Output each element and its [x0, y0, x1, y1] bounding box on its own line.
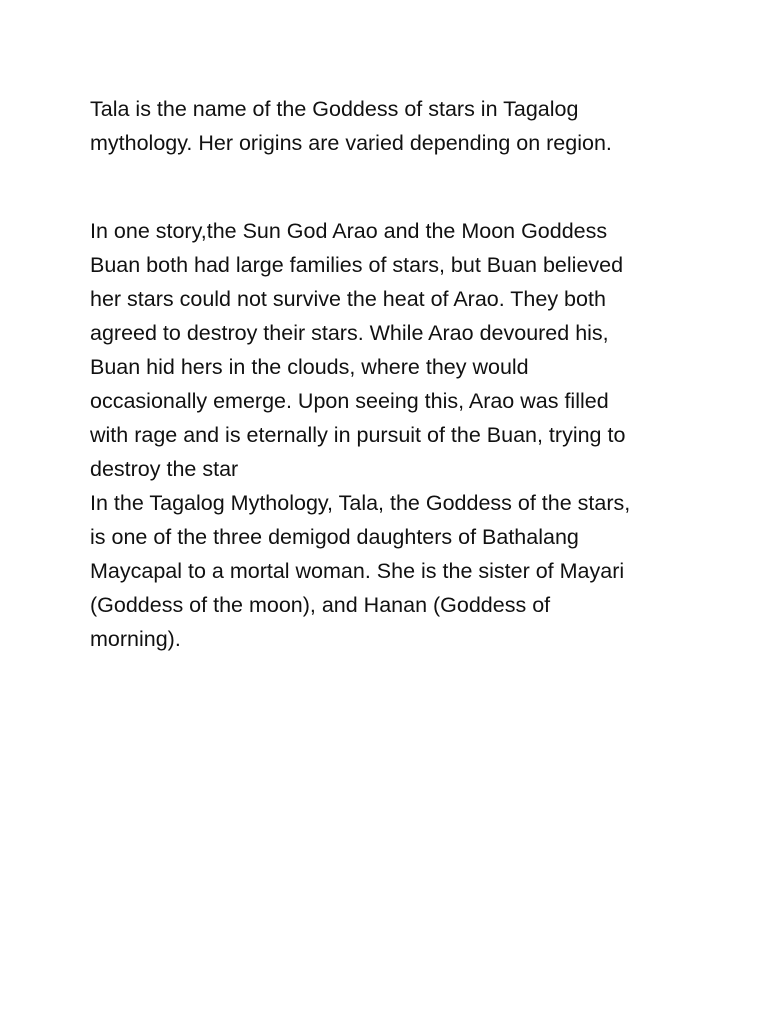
text-line: agreed to destroy their stars. While Arao devoured his, [90, 321, 609, 345]
paragraph-spacer [90, 160, 690, 214]
text-line: (Goddess of the moon), and Hanan (Goddess of [90, 593, 551, 617]
text-line: Maycapal to a mortal woman. She is the sister of Mayari [90, 559, 625, 583]
paragraph-story [90, 214, 690, 486]
text-line: Buan both had large families of stars, but Buan believed [90, 253, 624, 277]
text-line: occasionally emerge. Upon seeing this, Arao was filled [90, 389, 609, 413]
text-line: In the Tagalog Mythology, Tala, the Goddess of the stars, [90, 491, 631, 515]
text-line: is one of the three demigod daughters of Bathalang [90, 525, 579, 549]
text-line: destroy the star [90, 457, 239, 481]
text-line: Buan hid hers in the clouds, where they would [90, 355, 529, 379]
text-line: mythology. Her origins are varied depending on region. [90, 131, 612, 155]
paragraph-intro [90, 92, 690, 160]
text-line: In one story,the Sun God Arao and the Moon Goddess [90, 219, 608, 243]
paragraph-tagalog-mythology [90, 486, 690, 656]
text-line: with rage and is eternally in pursuit of the Buan, trying to [90, 423, 626, 447]
text-line: her stars could not survive the heat of Arao. They both [90, 287, 606, 311]
text-line: Tala is the name of the Goddess of stars in Tagalog [90, 97, 579, 121]
text-line: morning). [90, 627, 181, 651]
document-body [90, 92, 690, 656]
